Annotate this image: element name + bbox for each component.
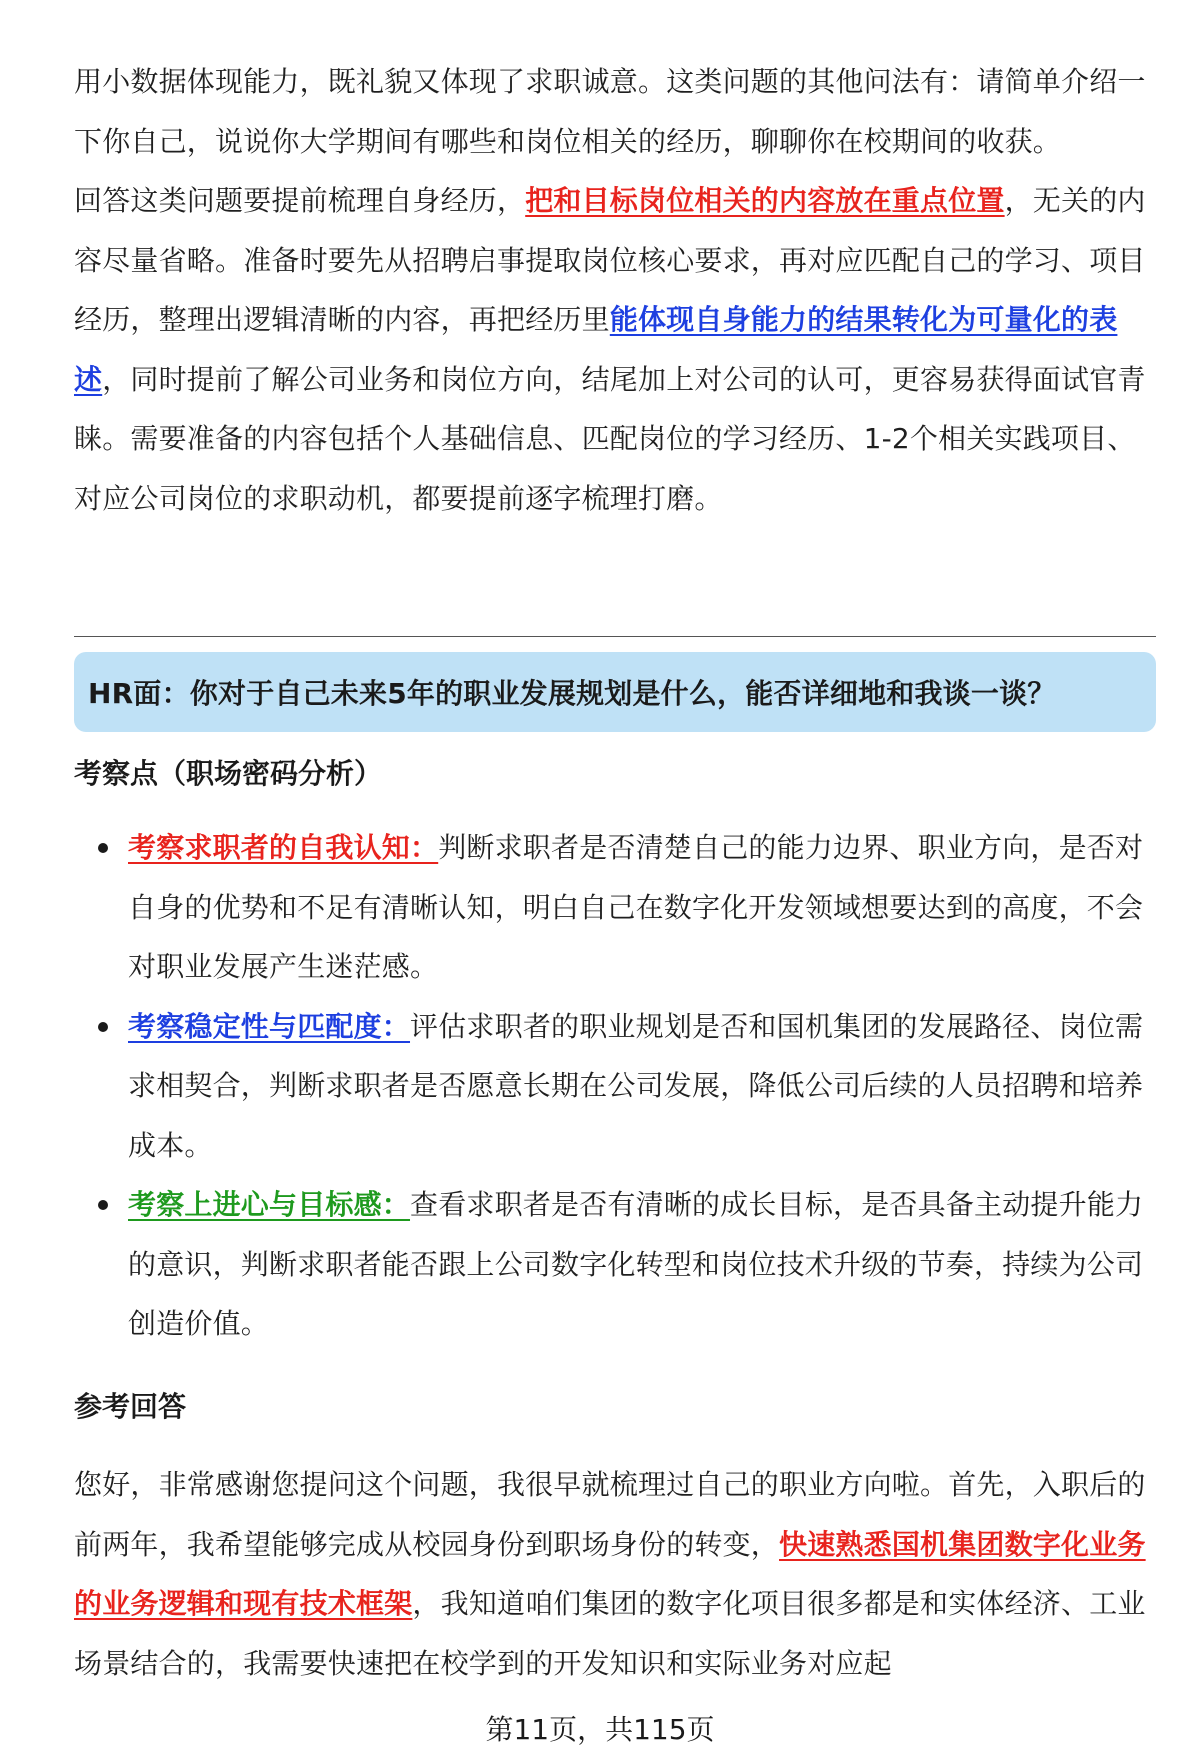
list-item [74, 997, 1156, 1176]
intro-text-1: 用小数据体现能力，既礼貌又体现了求职诚意。这类问题的其他问法有：请简单介绍一下你自己，说说你大学期间有哪些和岗位相关的经历，聊聊你在校期间的收获。 [74, 65, 1146, 158]
list-item [74, 818, 1156, 997]
highlight-blue-text: 能体现自身能力的结果转化为可量化的表述 [74, 303, 1118, 396]
bullet-dot-icon [98, 1200, 108, 1210]
page-footer: 第11页，共115页 [485, 1713, 715, 1746]
answer-section [74, 1455, 1156, 1693]
intro-paragraph-2 [74, 171, 1156, 528]
intro-section [74, 52, 1156, 528]
bullet-dot-icon [98, 843, 108, 853]
intro-text-2a: 回答这类问题要提前梳理自身经历， [74, 184, 526, 217]
answer-highlight-red: 快速熟悉国机集团数字化业务的业务逻辑和现有技术框架 [74, 1527, 1146, 1620]
section-divider [74, 636, 1156, 637]
bullet-label: 考察求职者的自我认知： [128, 831, 439, 864]
answer-heading: 参考回答 [74, 1390, 187, 1423]
answer-paragraph [74, 1455, 1156, 1693]
intro-text-2c: ，同时提前了解公司业务和岗位方向，结尾加上对公司的认可，更容易获得面试官青睐。需要准备的内容包括个人基础信息、匹配岗位的学习经历、1-2个相关实践项目、对应公司岗位的求职动机，都要提前逐字梳理打磨。 [74, 362, 1146, 515]
answer-text-a: 您好，非常感谢您提问这个问题，我很早就梳理过自己的职业方向啦。首先，入职后的前两年，我希望能够完成从校园身份到职场身份的转变， [74, 1468, 1146, 1561]
bullet-text: 判断求职者是否清楚自己的能力边界、职业方向，是否对自身的优势和不足有清晰认知，明白自己在数字化开发领域想要达到的高度，不会对职业发展产生迷茫感。 [128, 831, 1144, 983]
bullet-label: 考察上进心与目标感： [128, 1188, 411, 1221]
bullet-text: 查看求职者是否有清晰的成长目标，是否具备主动提升能力的意识，判断求职者能否跟上公司数字化转型和岗位技术升级的节奏，持续为公司创造价值。 [128, 1188, 1144, 1340]
bullet-dot-icon [98, 1022, 108, 1032]
intro-text-2b: ，无关的内容尽量省略。准备时要先从招聘启事提取岗位核心要求，再对应匹配自己的学习、项目经历，整理出逻辑清晰的内容，再把经历里 [74, 184, 1146, 336]
bullet-label: 考察稳定性与匹配度： [128, 1009, 411, 1043]
intro-paragraph-1 [74, 52, 1156, 171]
highlight-red-text: 把和目标岗位相关的内容放在重点位置 [525, 184, 1005, 217]
answer-text-b: ，我知道咱们集团的数字化项目很多都是和实体经济、工业场景结合的，我需要快速把在校学到的开发知识和实际业务对应起 [74, 1587, 1146, 1680]
question-box [74, 652, 1156, 732]
analysis-list [74, 818, 1156, 1354]
analysis-heading: 考察点（职场密码分析） [74, 757, 383, 790]
question-title: HR面：你对于自己未来5年的职业发展规划是什么，能否详细地和我谈一谈？ [88, 677, 1056, 710]
list-item [74, 1175, 1156, 1354]
bullet-text: 评估求职者的职业规划是否和国机集团的发展路径、岗位需求相契合，判断求职者是否愿意长期在公司发展，降低公司后续的人员招聘和培养成本。 [128, 1009, 1144, 1162]
